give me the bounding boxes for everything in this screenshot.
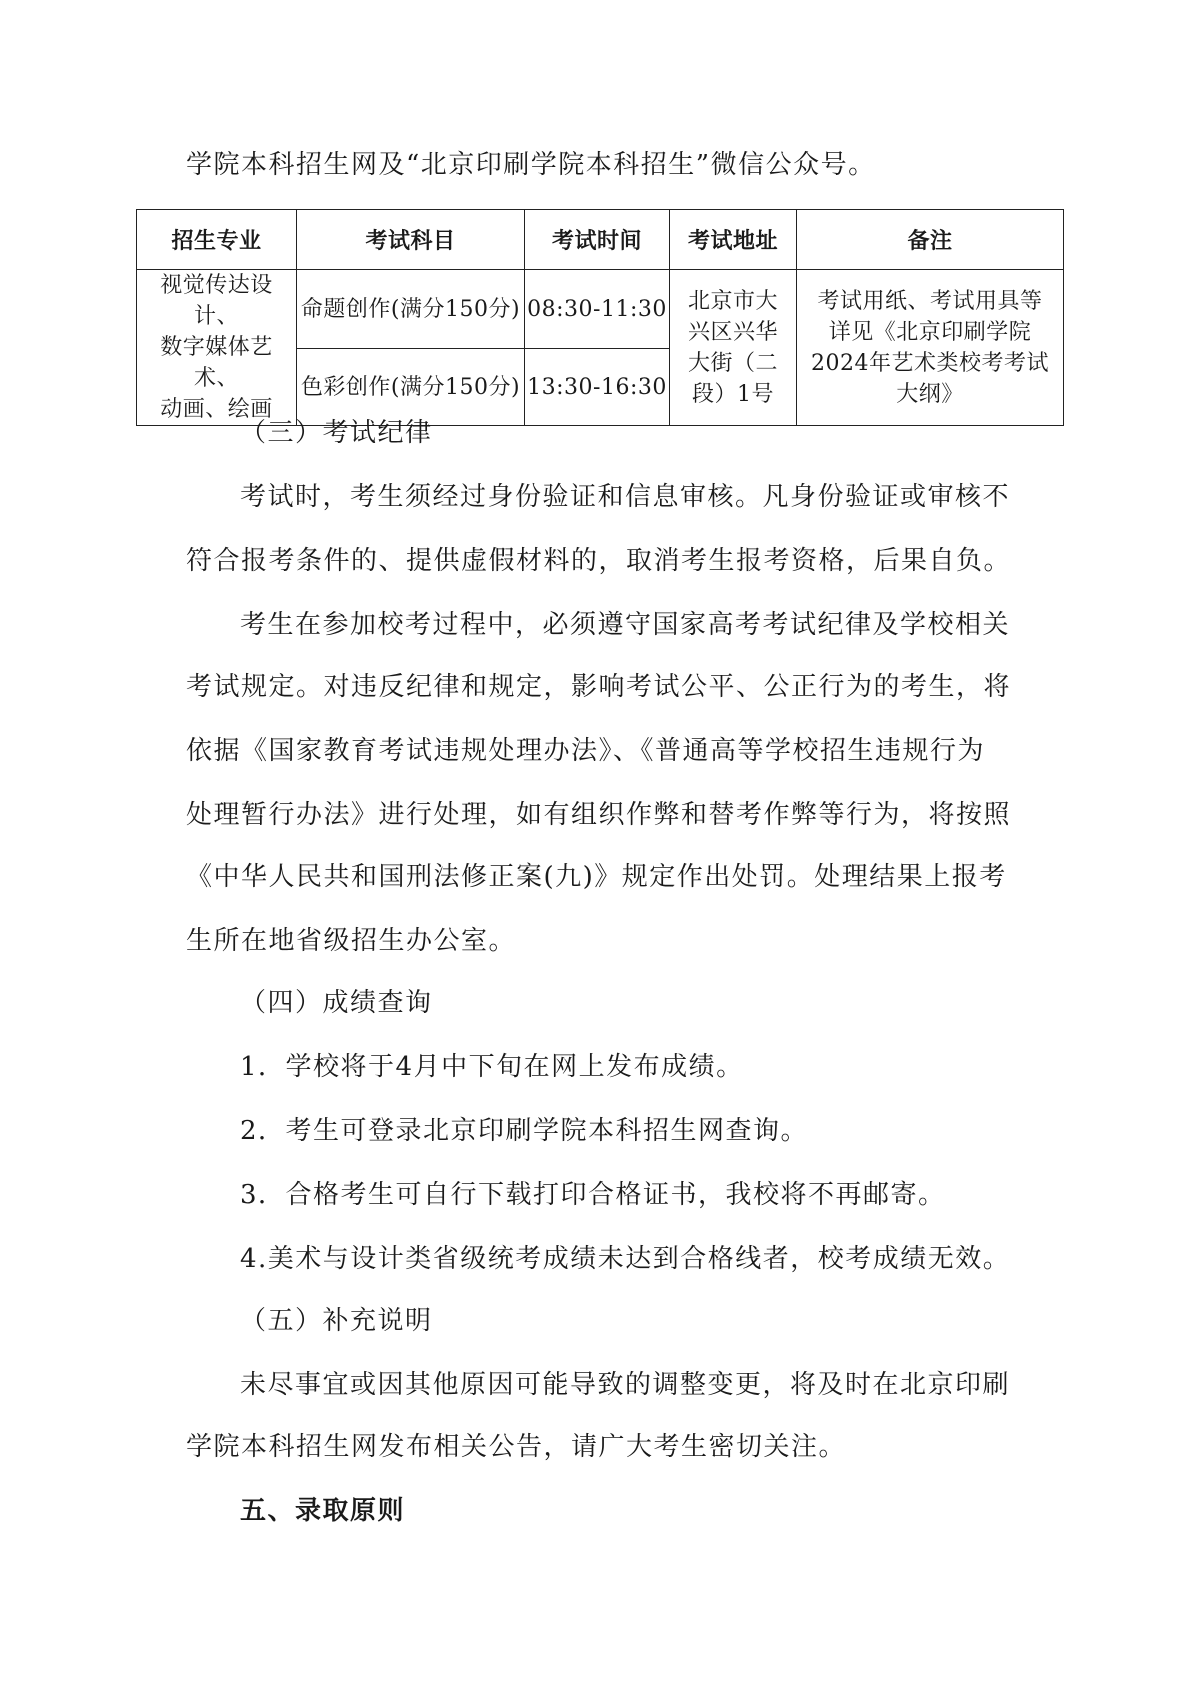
intro-line: 学院本科招生网及“北京印刷学院本科招生”微信公众号。 [186, 150, 876, 180]
paragraph-line: 考生在参加校考过程中，必须遵守国家高考考试纪律及学校相关 [240, 610, 1011, 640]
paragraph-line: 《中华人民共和国刑法修正案(九)》规定作出处罚。处理结果上报考 [186, 862, 1007, 892]
remark-line: 详见《北京印刷学院 [828, 319, 1032, 345]
major-line: 数字媒体艺术、 [160, 335, 273, 391]
paragraph-line: 考试规定。对违反纪律和规定，影响考试公平、公正行为的考生，将 [186, 672, 1012, 702]
address-line: 段）1号 [692, 381, 774, 407]
paragraph-line: 学院本科招生网发布相关公告，请广大考生密切关注。 [186, 1432, 847, 1462]
subject-cell: 命题创作(满分150分) [297, 270, 525, 349]
time-cell: 13:30-16:30 [525, 349, 670, 426]
time-cell: 08:30-11:30 [525, 270, 670, 349]
remark-line: 考试用纸、考试用具等 [817, 288, 1043, 314]
section-title-supplement: （五）补充说明 [240, 1306, 433, 1336]
major-cell [137, 270, 297, 426]
section-title-scores: （四）成绩查询 [240, 988, 433, 1018]
header-subject: 考试科目 [297, 210, 525, 270]
header-major: 招生专业 [137, 210, 297, 270]
table-header-row [137, 210, 1064, 270]
remark-line: 2024年艺术类校考考试 [811, 350, 1049, 376]
remark-cell [797, 270, 1064, 426]
exam-schedule-table [136, 209, 1064, 426]
table-row [137, 270, 1064, 349]
paragraph-line: 未尽事宜或因其他原因可能导致的调整变更，将及时在北京印刷 [240, 1370, 1011, 1400]
list-item: 4.美术与设计类省级统考成绩未达到合格线者，校考成绩无效。 [240, 1244, 1011, 1274]
paragraph-line: 依据《国家教育考试违规处理办法》、《普通高等学校招生违规行为 [186, 736, 986, 766]
header-address: 考试地址 [670, 210, 797, 270]
list-item: 2．考生可登录北京印刷学院本科招生网查询。 [240, 1116, 809, 1146]
address-line: 兴区兴华 [687, 319, 778, 345]
address-line: 北京市大 [687, 288, 778, 314]
section-title-discipline: （三）考试纪律 [240, 418, 433, 448]
subject-cell: 色彩创作(满分150分) [297, 349, 525, 426]
address-line: 大街（二 [687, 350, 778, 376]
paragraph-line: 符合报考条件的、提供虚假材料的，取消考生报考资格，后果自负。 [186, 546, 1012, 576]
major-line: 动画、绘画 [160, 397, 273, 422]
paragraph-line: 生所在地省级招生办公室。 [186, 926, 517, 956]
header-remark: 备注 [797, 210, 1064, 270]
paragraph-line: 考试时，考生须经过身份验证和信息审核。凡身份验证或审核不 [240, 482, 1011, 512]
remark-line: 大纲》 [896, 381, 964, 407]
list-item: 3．合格考生可自行下载打印合格证书，我校将不再邮寄。 [240, 1180, 946, 1210]
header-time: 考试时间 [525, 210, 670, 270]
section-heading-admission: 五、录取原则 [240, 1496, 406, 1526]
address-cell [670, 270, 797, 426]
list-item: 1．学校将于4月中下旬在网上发布成绩。 [240, 1052, 744, 1082]
major-line: 视觉传达设计、 [160, 273, 273, 329]
paragraph-line: 处理暂行办法》进行处理，如有组织作弊和替考作弊等行为，将按照 [186, 800, 1012, 830]
